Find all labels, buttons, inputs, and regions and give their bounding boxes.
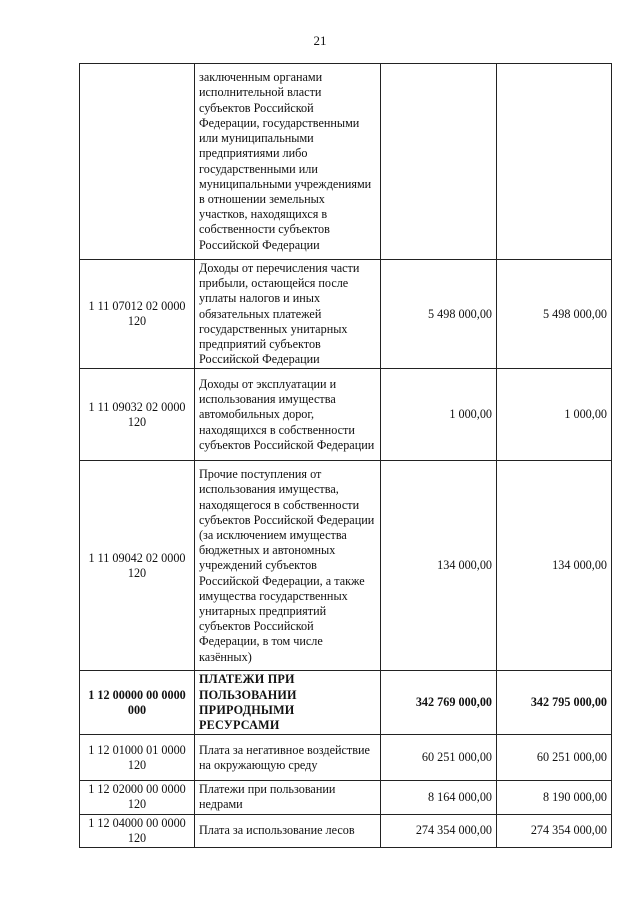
row-name: Платежи при пользовании недрами — [195, 781, 381, 814]
row-code: 1 12 00000 00 0000 000 — [80, 671, 195, 735]
row-code: 1 11 09032 02 0000 120 — [80, 369, 195, 461]
table-row — [80, 781, 612, 814]
row-code: 1 11 09042 02 0000 120 — [80, 461, 195, 671]
row-name: Доходы от перечисления части прибыли, остающейся после уплаты налогов и иных обязательных платежей государственных унитарных предприятий субъектов Российской Федерации — [195, 260, 381, 369]
row-value-year-1: 60 251 000,00 — [381, 735, 497, 781]
row-value-year-2: 60 251 000,00 — [497, 735, 612, 781]
row-value-year-2 — [497, 64, 612, 260]
row-value-year-2: 5 498 000,00 — [497, 260, 612, 369]
row-value-year-1: 5 498 000,00 — [381, 260, 497, 369]
row-value-year-1: 342 769 000,00 — [381, 671, 497, 735]
row-code — [80, 64, 195, 260]
table-row — [80, 735, 612, 781]
row-name: Прочие поступления от использования имущества, находящегося в собственности субъектов Российской Федерации (за исключением имущества бюджетных и автономных учреждений субъектов Российской Федерации, а также имущества государственных унитарных предприятий субъектов Российской Федерации, в том числе казённых) — [195, 461, 381, 671]
row-code: 1 11 07012 02 0000 120 — [80, 260, 195, 369]
row-value-year-2: 8 190 000,00 — [497, 781, 612, 814]
row-name: Доходы от эксплуатации и использования имущества автомобильных дорог, находящихся в собственности субъектов Российской Федерации — [195, 369, 381, 461]
row-name: Плата за негативное воздействие на окружающую среду — [195, 735, 381, 781]
row-code: 1 12 04000 00 0000 120 — [80, 814, 195, 847]
row-value-year-1: 134 000,00 — [381, 461, 497, 671]
table-row — [80, 369, 612, 461]
table-row — [80, 64, 612, 260]
row-value-year-2: 1 000,00 — [497, 369, 612, 461]
page-number: 21 — [313, 33, 327, 48]
revenue-table — [79, 63, 612, 848]
row-value-year-1: 8 164 000,00 — [381, 781, 497, 814]
row-code: 1 12 02000 00 0000 120 — [80, 781, 195, 814]
row-value-year-1 — [381, 64, 497, 260]
table-row — [80, 461, 612, 671]
row-value-year-2: 134 000,00 — [497, 461, 612, 671]
row-name: заключенным органами исполнительной власти субъектов Российской Федерации, государственными или муниципальными предприятиями либо государственными или муниципальными учреждениями в отношении земельных участков, находящихся в собственности субъектов Российской Федерации — [195, 64, 381, 260]
row-name: ПЛАТЕЖИ ПРИ ПОЛЬЗОВАНИИ ПРИРОДНЫМИ РЕСУРСАМИ — [195, 671, 381, 735]
row-value-year-2: 342 795 000,00 — [497, 671, 612, 735]
row-value-year-1: 274 354 000,00 — [381, 814, 497, 847]
row-value-year-1: 1 000,00 — [381, 369, 497, 461]
row-code: 1 12 01000 01 0000 120 — [80, 735, 195, 781]
row-name: Плата за использование лесов — [195, 814, 381, 847]
table-row — [80, 260, 612, 369]
table-row — [80, 814, 612, 847]
table-row-section-header — [80, 671, 612, 735]
row-value-year-2: 274 354 000,00 — [497, 814, 612, 847]
